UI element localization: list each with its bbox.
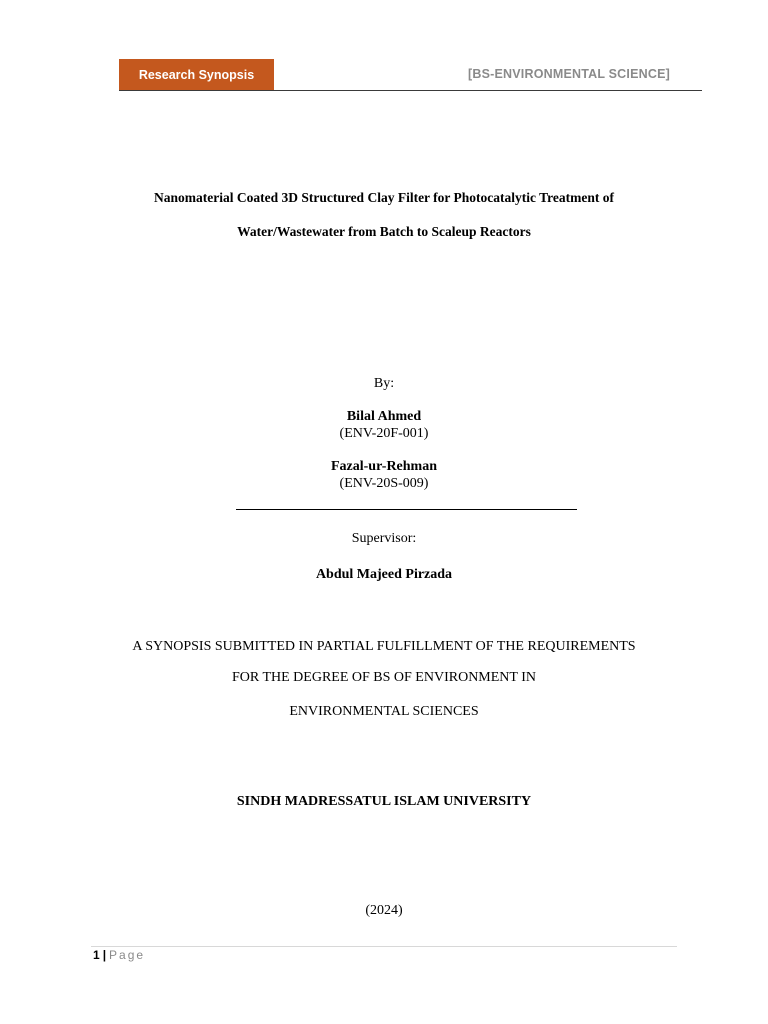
author-1-name: Bilal Ahmed <box>346 409 422 424</box>
title-line-2: Water/Wastewater from Batch to Scaleup Reactors <box>237 224 531 239</box>
header-tab-label: Research Synopsis <box>138 68 255 82</box>
header-rule <box>119 90 702 91</box>
statement-line-3: ENVIRONMENTAL SCIENCES <box>289 704 479 719</box>
page-footer <box>93 948 145 962</box>
page-word: Page <box>109 948 146 962</box>
by-label: By: <box>373 376 395 391</box>
university-name: SINDH MADRESSATUL ISLAM UNIVERSITY <box>236 794 532 809</box>
author-2-name: Fazal-ur-Rehman <box>330 459 438 474</box>
author-1-id: (ENV-20F-001) <box>339 426 429 441</box>
author-2-id: (ENV-20S-009) <box>339 476 429 491</box>
page-number: 1 <box>93 948 100 962</box>
statement-line-1: A SYNOPSIS SUBMITTED IN PARTIAL FULFILLMENT OF THE REQUIREMENTS <box>132 639 636 654</box>
footer-rule <box>91 946 677 947</box>
supervisor-name: Abdul Majeed Pirzada <box>315 567 453 582</box>
supervisor-label: Supervisor: <box>351 531 417 546</box>
separator-line <box>236 509 577 510</box>
title-line-1: Nanomaterial Coated 3D Structured Clay Filter for Photocatalytic Treatment of <box>153 190 615 205</box>
statement-line-2: FOR THE DEGREE OF BS OF ENVIRONMENT IN <box>231 670 536 685</box>
header-program-label: [BS-ENVIRONMENTAL SCIENCE] <box>468 67 670 81</box>
year: (2024) <box>365 903 403 918</box>
footer-separator: | <box>102 948 107 962</box>
header-tab <box>119 59 274 91</box>
